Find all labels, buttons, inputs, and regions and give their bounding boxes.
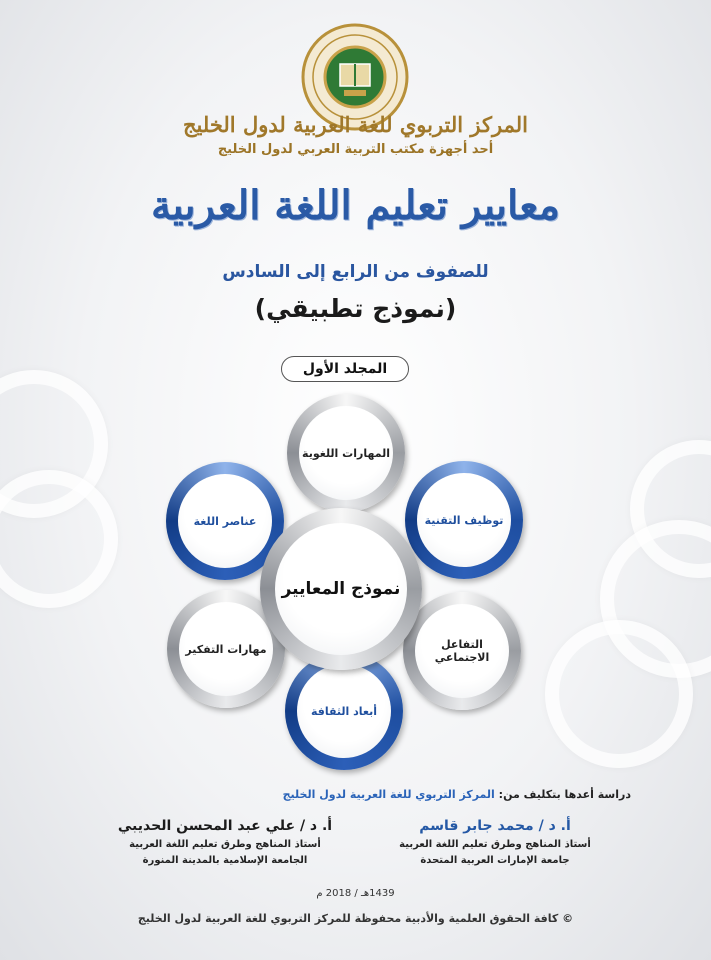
organization-name: المركز التربوي للغة العربية لدول الخليج xyxy=(183,112,528,137)
author-right xyxy=(380,818,610,866)
organization-subtitle: أحد أجهزة مكتب التربية العربي لدول الخليج xyxy=(217,142,494,157)
background-ring xyxy=(0,470,118,608)
author-name: أ. د / علي عبد المحسن الحديبي xyxy=(117,818,333,834)
author-name: أ. د / محمد جابر قاسم xyxy=(419,818,571,834)
commission-prefix: دراسة أعدها بتكليف من: xyxy=(498,788,631,801)
book-subtitle: للصفوف من الرابع إلى السادس xyxy=(222,262,489,282)
copyright-notice: © كافة الحقوق العلمية والأدبية محفوظة للمركز التربوي للغة العربية لدول الخليج xyxy=(137,912,574,925)
author-title: أستاذ المناهج وطرق تعليم اللغة العربية xyxy=(399,839,591,850)
diagram-node-language-skills xyxy=(287,394,405,512)
diagram-node-label: توظيف التقنية xyxy=(424,513,504,527)
diagram-center-label: نموذج المعايير xyxy=(281,579,401,599)
author-left xyxy=(110,818,340,866)
diagram-node-social-interaction xyxy=(403,592,521,710)
diagram-center-node xyxy=(260,508,422,670)
author-title: أستاذ المناهج وطرق تعليم اللغة العربية xyxy=(129,839,321,850)
author-affiliation: الجامعة الإسلامية بالمدينة المنورة xyxy=(142,855,308,866)
diagram-node-label: عناصر اللغة xyxy=(193,514,257,528)
commission-line xyxy=(283,788,631,801)
book-title: معايير تعليم اللغة العربية xyxy=(151,182,560,229)
diagram-node-technology xyxy=(405,461,523,579)
diagram-node-label: المهارات اللغوية xyxy=(302,446,390,460)
volume-badge: المجلد الأول xyxy=(281,356,409,382)
diagram-node-label: التفاعل الاجتماعي xyxy=(434,638,490,664)
diagram-node-label: مهارات التفكير xyxy=(185,642,267,656)
publication-year: 1439هـ / 2018 م xyxy=(316,888,395,899)
diagram-node-label: أبعاد الثقافة xyxy=(310,704,378,718)
author-affiliation: جامعة الإمارات العربية المتحدة xyxy=(420,855,570,866)
background-ring xyxy=(545,620,693,768)
commission-organization: المركز التربوي للغة العربية لدول الخليج xyxy=(282,788,495,801)
model-title: (نموذج تطبيقي) xyxy=(254,294,457,323)
